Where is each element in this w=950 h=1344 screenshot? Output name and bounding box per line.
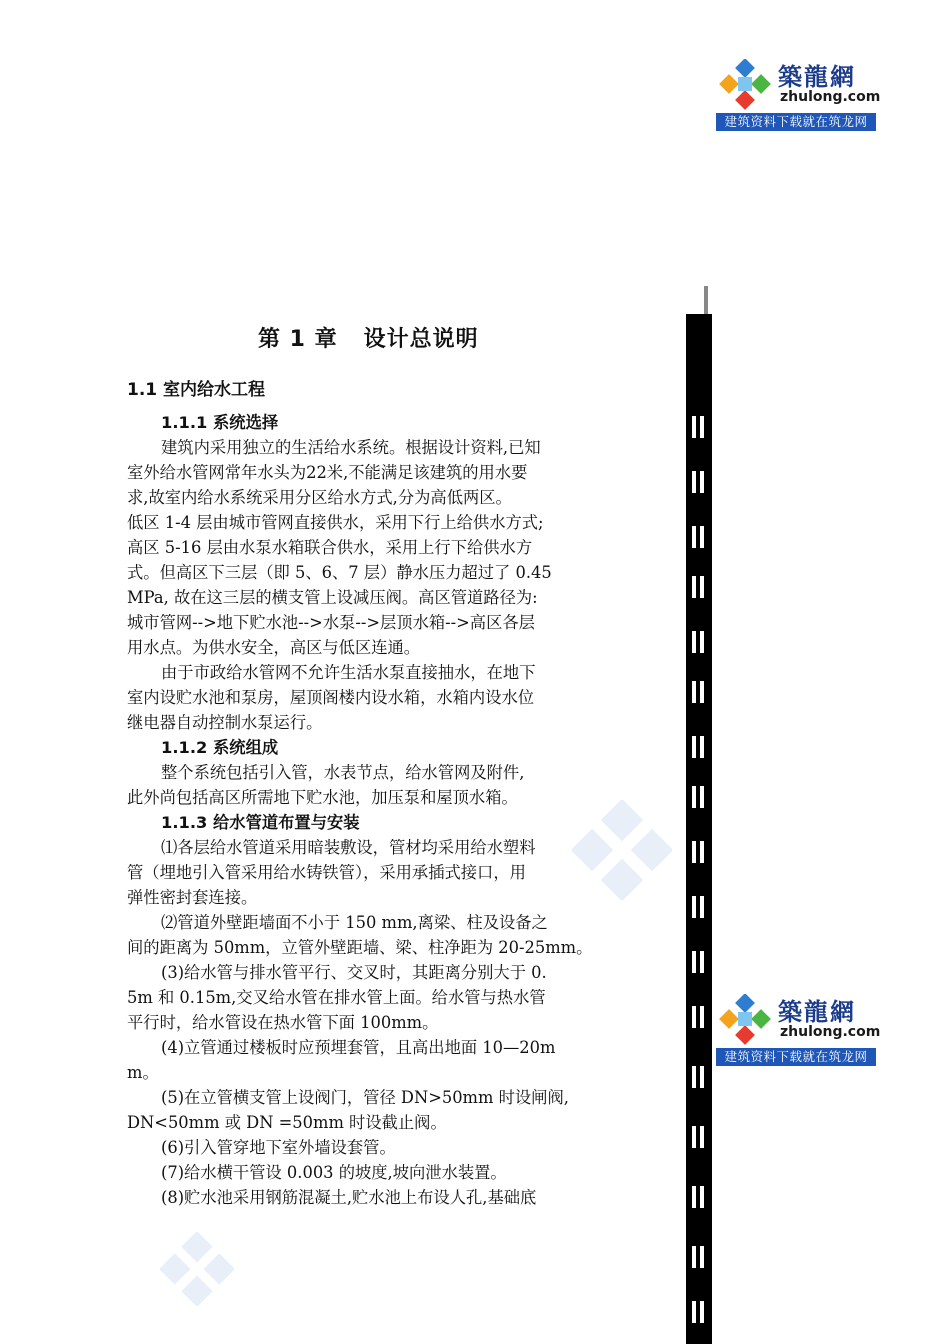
zhulong-mark-icon xyxy=(718,994,774,1046)
section-heading: 1.1 室内给水工程 xyxy=(127,380,266,400)
text-line: ⑴各层给水管道采用暗装敷设，管材均采用给水塑料 xyxy=(161,838,536,857)
text-line: DN<50mm 或 DN =50mm 时设截止阀。 xyxy=(127,1113,447,1132)
text-line: 由于市政给水管网不允许生活水泵直接抽水，在地下 xyxy=(161,663,536,682)
logo-cn-text: 築龍網 xyxy=(778,63,856,91)
text-line: (5)在立管横支管上设阀门，管径 DN>50mm 时设闸阀, xyxy=(161,1088,569,1107)
text-line: 室内设贮水池和泵房，屋顶阁楼内设水箱，水箱内设水位 xyxy=(127,688,535,707)
watermark-flower-icon xyxy=(160,1232,234,1306)
chapter-heading: 第 1 章 设计总说明 xyxy=(258,327,479,352)
text-line: MPa, 故在这三层的横支管上设减压阀。高区管道路径为: xyxy=(127,588,538,607)
text-line: 式。但高区下三层（即 5、6、7 层）静水压力超过了 0.45 xyxy=(127,563,552,582)
text-line: 城市管网-->地下贮水池-->水泵-->层顶水箱-->高区各层 xyxy=(127,613,535,632)
zhulong-logo xyxy=(716,55,881,133)
text-line: 继电器自动控制水泵运行。 xyxy=(127,713,323,732)
text-line: (6)引入管穿地下室外墙设套管。 xyxy=(161,1138,396,1157)
logo-en-text: zhulong.com xyxy=(780,89,881,105)
text-line: (3)给水管与排水管平行、交叉时，其距离分别大于 0. xyxy=(161,963,547,982)
logo-slogan: 建筑资料下载就在筑龙网 xyxy=(716,1048,876,1066)
logo-cn-text: 築龍網 xyxy=(778,998,856,1026)
text-line: 建筑内采用独立的生活给水系统。根据设计资料,已知 xyxy=(161,438,541,457)
text-line: (8)贮水池采用钢筋混凝土,贮水池上布设人孔,基础底 xyxy=(161,1188,537,1207)
text-line: 间的距离为 50mm，立管外壁距墙、梁、柱净距为 20-25mm。 xyxy=(127,938,593,957)
text-line: 高区 5-16 层由水泵水箱联合供水，采用上行下给供水方 xyxy=(127,538,533,557)
logo-en-text: zhulong.com xyxy=(780,1024,881,1040)
zhulong-logo xyxy=(716,990,881,1068)
subsection-heading: 1.1.2 系统组成 xyxy=(161,738,279,757)
subsection-heading: 1.1.1 系统选择 xyxy=(161,413,279,432)
text-line: 此外尚包括高区所需地下贮水池，加压泵和屋顶水箱。 xyxy=(127,788,518,807)
text-line: 求,故室内给水系统采用分区给水方式,分为高低两区。 xyxy=(127,488,512,507)
subsection-heading: 1.1.3 给水管道布置与安装 xyxy=(161,813,360,832)
text-line: 平行时，给水管设在热水管下面 100mm。 xyxy=(127,1013,439,1032)
body-text xyxy=(127,410,617,1210)
text-line: 用水点。为供水安全，高区与低区连通。 xyxy=(127,638,421,657)
text-line: (7)给水横干管设 0.003 的坡度,坡向泄水装置。 xyxy=(161,1163,507,1182)
text-line: 5m 和 0.15m,交叉给水管在排水管上面。给水管与热水管 xyxy=(127,988,546,1007)
logo-slogan: 建筑资料下载就在筑龙网 xyxy=(716,113,876,131)
text-line: 管（埋地引入管采用给水铸铁管），采用承插式接口，用 xyxy=(127,863,526,882)
text-line: (4)立管通过楼板时应预埋套管，且高出地面 10—20m xyxy=(161,1038,556,1057)
text-line: 整个系统包括引入管，水表节点，给水管网及附件, xyxy=(161,763,525,782)
text-line: ⑵管道外壁距墙面不小于 150 mm,离梁、柱及设备之 xyxy=(161,913,548,932)
text-line: 低区 1-4 层由城市管网直接供水，采用下行上给供水方式; xyxy=(127,513,544,532)
text-line: 弹性密封套连接。 xyxy=(127,888,258,907)
text-line: 室外给水管网常年水头为22米,不能满足该建筑的用水要 xyxy=(127,463,528,482)
text-line: m。 xyxy=(127,1063,159,1082)
scan-strip xyxy=(686,286,712,1344)
zhulong-mark-icon xyxy=(718,59,774,111)
